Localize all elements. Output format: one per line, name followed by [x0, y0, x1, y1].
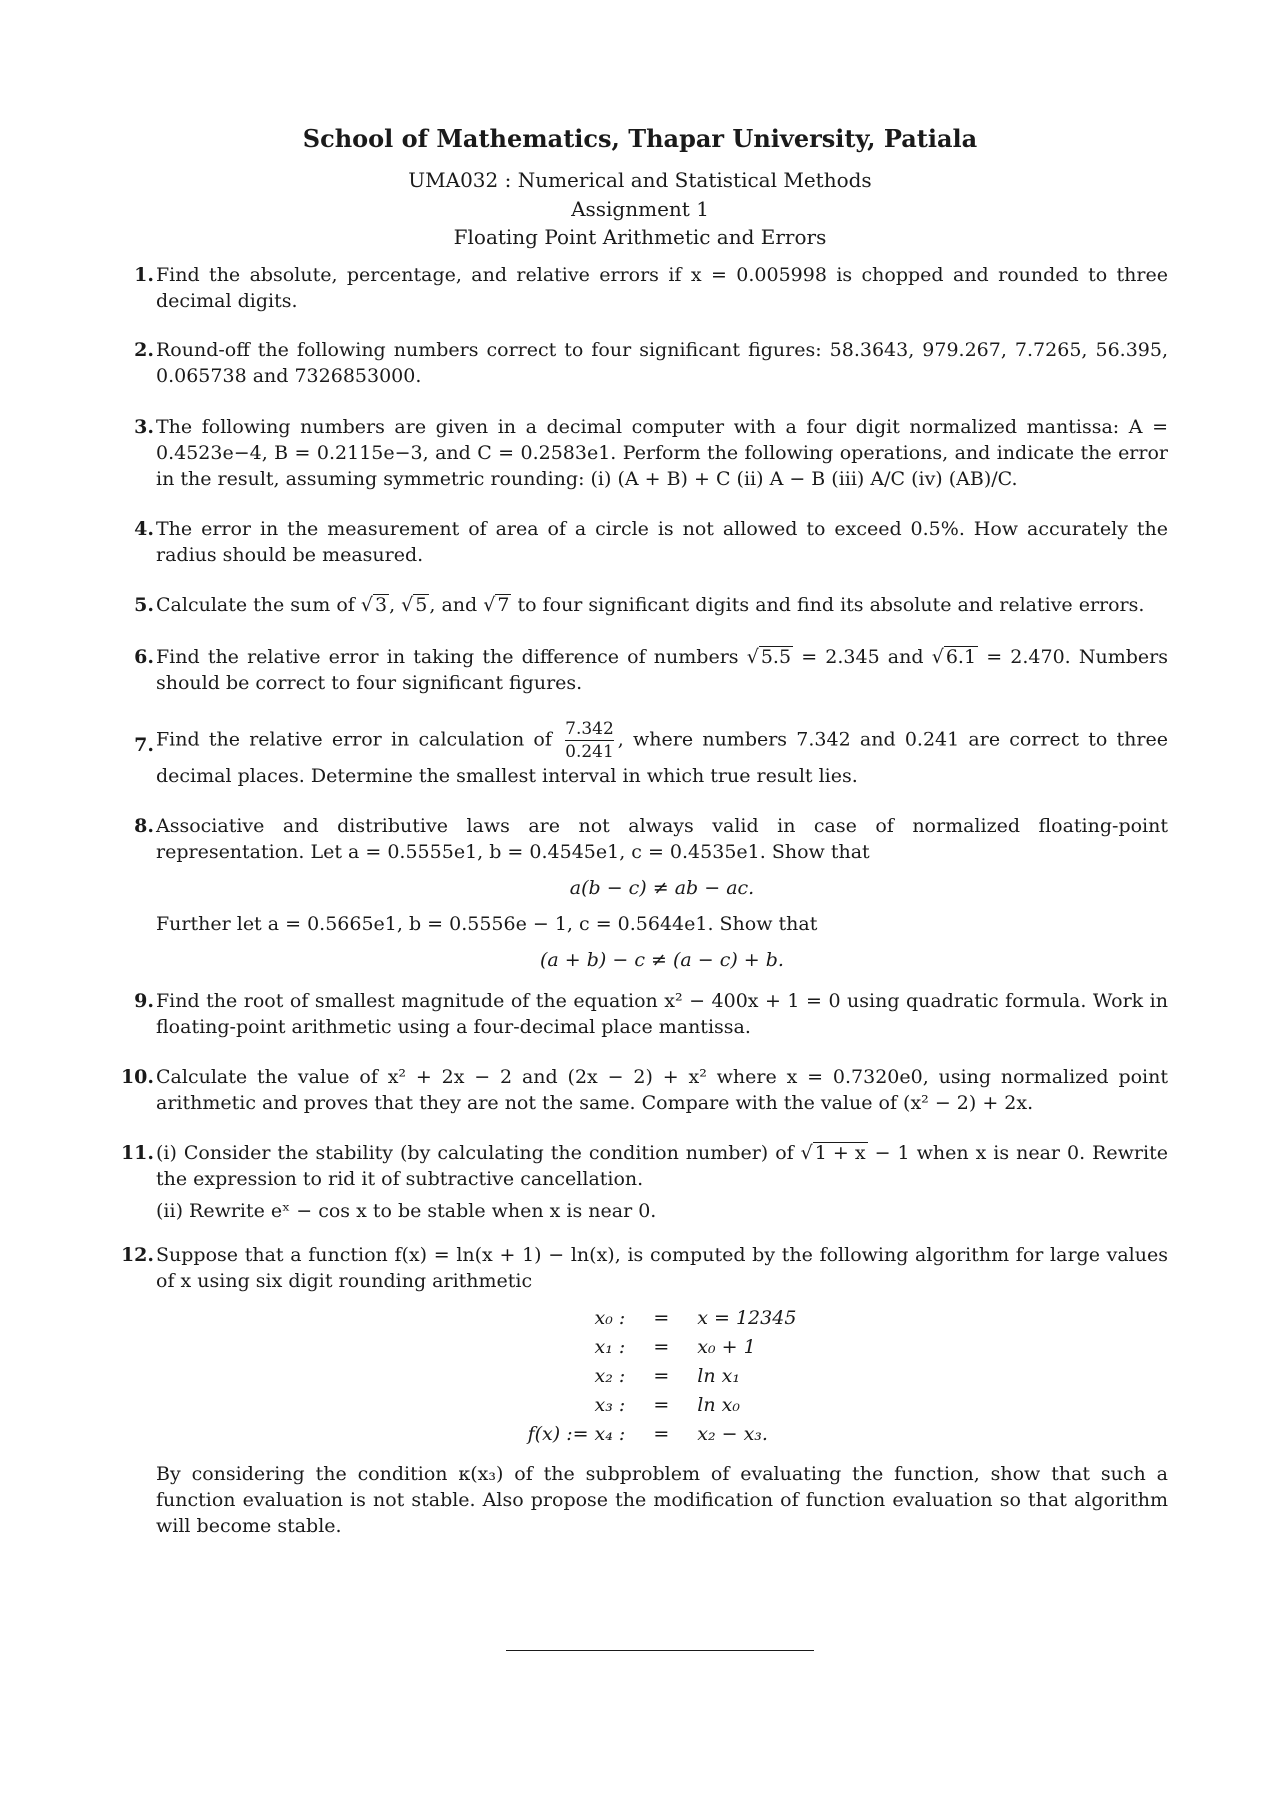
- end-rule: [506, 1650, 814, 1651]
- question-number: 5.: [134, 594, 154, 616]
- question-number: 1.: [134, 264, 154, 286]
- question-number: 3.: [134, 416, 154, 438]
- question-number: 9.: [134, 990, 154, 1012]
- equation-2: (a + b) − c ≠ (a − c) + b.: [540, 949, 784, 971]
- question-7: [110, 718, 1168, 789]
- algorithm-row: x₁ : = x₀ + 1: [594, 1336, 756, 1358]
- equation-1: a(b − c) ≠ ab − ac.: [569, 877, 755, 899]
- question-number: 2.: [134, 339, 154, 361]
- question-6: 6. Find the relative error in taking the difference of numbers √ 5.5 = 2.345 and √ 6.1 = 2.470. Numbers should be correct to four significant figures.: [110, 644, 1168, 696]
- sqrt-6-1: 6.1: [945, 646, 977, 668]
- question-2: [110, 337, 1168, 389]
- question-text: Find the root of smallest magnitude of the equation x² − 400x + 1 = 0 using quadratic formula. Work in floating-point arithmetic using a four-decimal place mantissa.: [156, 990, 1168, 1038]
- question-9: [110, 988, 1168, 1040]
- question-number: 8.: [134, 815, 154, 837]
- denominator: 0.241: [565, 742, 614, 762]
- question-8: [110, 813, 1168, 983]
- algorithm-row: x₀ : = x = 12345: [594, 1307, 797, 1329]
- question-12: [110, 1242, 1168, 1539]
- question-4: [110, 516, 1168, 568]
- question-text: Associative and distributive laws are not always valid in case of normalized floating-point representation. Let a = 0.5555e1, b = 0.4545e1, c = 0.4535e1. Show that: [156, 815, 1168, 863]
- question-text: Suppose that a function f(x) = ln(x + 1) − ln(x), is computed by the following algorithm for large values of x using six digit rounding arithmetic: [156, 1244, 1168, 1292]
- question-11: 11. (i) Consider the stability (by calculating the condition number) of √ 1 + x − 1 when x is near 0. Rewrite the expression to rid it of subtractive cancellation. (ii) Rewrite eˣ − cos x to be stable when x is near 0.: [110, 1140, 1168, 1224]
- course-name: UMA032 : Numerical and Statistical Methods: [408, 168, 872, 192]
- question-text-end: , where numbers 7.342 and 0.241 are correct to three decimal places. Determine the smallest interval in which true result lies.: [156, 728, 1168, 787]
- question-3: [110, 414, 1168, 492]
- page-title: School of Mathematics, Thapar University, Patiala: [302, 124, 978, 153]
- question-text-2: Further let a = 0.5665e1, b = 0.5556e − 1, c = 0.5644e1. Show that: [156, 913, 818, 935]
- question-text: The error in the measurement of area of a circle is not allowed to exceed 0.5%. How accurately the radius should be measured.: [156, 518, 1168, 566]
- question-text-2: − 1 when x is near 0. Rewrite the expression to rid it of subtractive cancellation.: [156, 1142, 1168, 1190]
- sqrt-3: 3: [374, 594, 388, 616]
- question-number: 4.: [134, 518, 154, 540]
- question-text: (i) Consider the stability (by calculating the condition number) of: [156, 1142, 794, 1164]
- question-text: Find the relative error in calculation of: [156, 728, 552, 751]
- question-5: 5. Calculate the sum of √ 3 , √ 5 , and √ 7 to four significant digits and find its absolute and relative errors.: [110, 592, 1168, 618]
- question-text: Calculate the sum of: [156, 594, 355, 616]
- algorithm-row: x₂ : = ln x₁: [594, 1365, 740, 1387]
- question-text-2: By considering the condition κ(x₃) of the subproblem of evaluating the function, show that such a function evaluation is not stable. Also propose the modification of function evaluation so that algorithm will become stable.: [156, 1463, 1168, 1537]
- question-text: Calculate the value of x² + 2x − 2 and (2x − 2) + x² where x = 0.7320e0, using normalized point arithmetic and proves that they are not the same. Compare with the value of (x² − 2) + 2x.: [156, 1066, 1168, 1114]
- question-text: Round-off the following numbers correct to four significant figures: 58.3643, 979.267, 7.7265, 56.395, 0.065738 and 7326853000.: [156, 339, 1168, 387]
- question-number: 6.: [134, 646, 154, 668]
- numerator: 7.342: [565, 719, 614, 739]
- separator: ,: [389, 594, 396, 616]
- question-text: The following numbers are given in a decimal computer with a four digit normalized mantissa: A = 0.4523e−4, B = 0.2115e−3, and C = 0.2583e1. Perform the following operations, and indicate the error in the result, assuming symmetric rounding: (i) (A + B) + C (ii) A − B (iii) A/C (iv) (AB)/C.: [156, 416, 1168, 490]
- algorithm-row: f(x) := x₄ : = x₂ − x₃.: [527, 1423, 768, 1445]
- separator: , and: [429, 594, 478, 616]
- algorithm-row: x₃ : = ln x₀: [594, 1394, 740, 1416]
- question-text-end: to four significant digits and find its absolute and relative errors.: [517, 594, 1145, 616]
- algorithm-table: [518, 1304, 807, 1449]
- question-1: [110, 262, 1168, 314]
- sqrt-1-plus-x: 1 + x: [814, 1142, 866, 1164]
- question-text: Find the absolute, percentage, and relative errors if x = 0.005998 is chopped and rounded to three decimal digits.: [156, 264, 1168, 312]
- question-number: 7.: [134, 734, 154, 756]
- question-number: 10.: [120, 1066, 154, 1088]
- question-number: 12.: [120, 1244, 154, 1266]
- assignment-label: Assignment 1: [571, 197, 709, 221]
- value-1: = 2.345 and: [801, 646, 924, 668]
- value-2: = 2.470. Numbers should be correct to four significant figures.: [156, 646, 1168, 694]
- question-10: [110, 1064, 1168, 1116]
- sqrt-7: 7: [497, 594, 510, 616]
- question-part-ii: (ii) Rewrite eˣ − cos x to be stable when x is near 0.: [156, 1200, 657, 1222]
- sqrt-5-5: 5.5: [760, 646, 792, 668]
- fraction: [565, 718, 614, 763]
- topic-label: Floating Point Arithmetic and Errors: [453, 225, 827, 249]
- question-text: Find the relative error in taking the difference of numbers: [156, 646, 739, 668]
- question-number: 11.: [120, 1142, 154, 1164]
- sqrt-5: 5: [415, 594, 428, 616]
